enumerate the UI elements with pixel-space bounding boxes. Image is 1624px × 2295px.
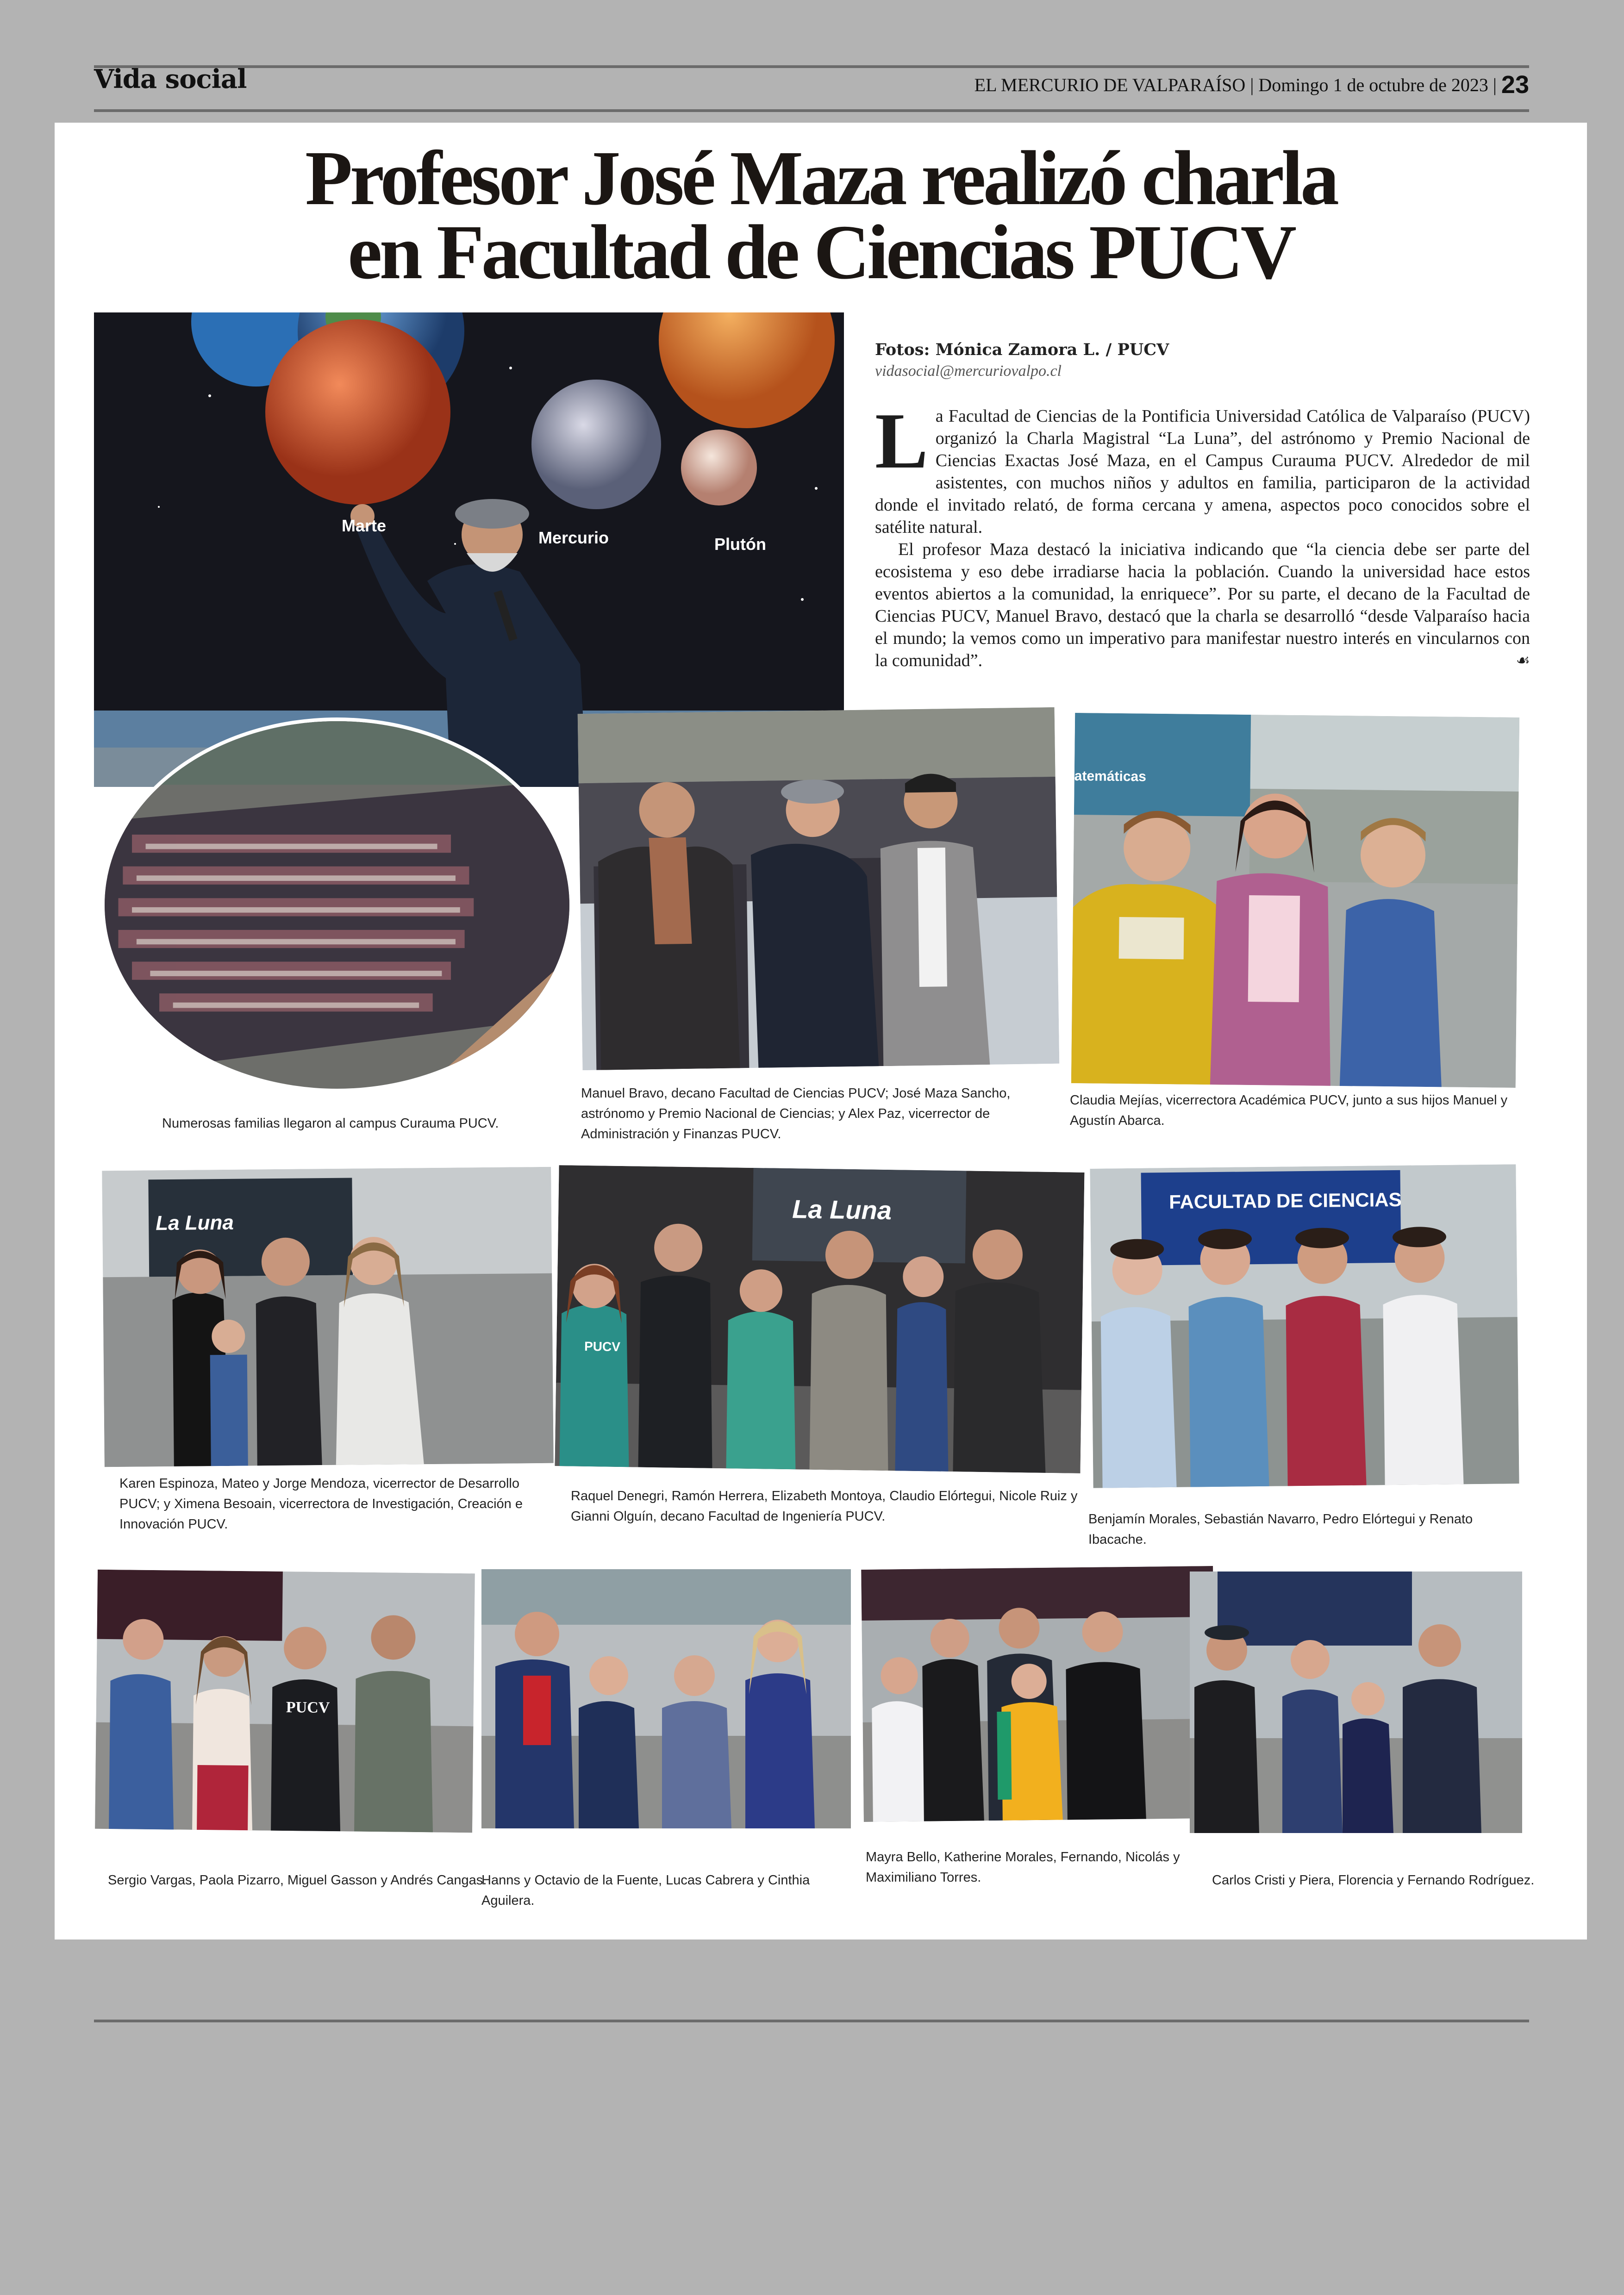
fuente-photo-art [481,1569,851,1828]
caption-denegri: Raquel Denegri, Ramón Herrera, Elizabeth Montoya, Claudio Elórtegui, Nicole Ruiz y Gianni Olguín, decano Facultad de Ingeniería PUCV. [571,1489,1078,1524]
sign-la-luna: La Luna [156,1211,234,1235]
separator: | [1493,75,1501,95]
denegri-photo [555,1165,1085,1473]
caption-fuente: Hanns y Octavio de la Fuente, Lucas Cabrera y Cinthia Aguilera. [481,1873,810,1908]
headline-line-2: en Facultad de Ciencias PUCV [348,209,1294,295]
crowd-photo-art [105,721,569,1089]
caption-mejias: Claudia Mejías, vicerrectora Académica PUCV, junto a sus hijos Manuel y Agustín Abarca. [1070,1093,1508,1128]
header-top-rule [94,65,1529,68]
section-email: vidasocial@mercuriovalpo.cl [875,362,1062,380]
headline [55,135,1587,295]
separator: | [1250,75,1259,95]
trio-photo-art [578,707,1060,1070]
article-body [875,397,1530,672]
shirt-pucv-2: PUCV [286,1699,330,1717]
hero-label-marte: Marte [342,516,387,535]
caption-vargas: Sergio Vargas, Paola Pizarro, Miguel Gasson y Andrés Cangas. [108,1873,487,1888]
cristi-photo [1190,1572,1522,1833]
caption-crowd: Numerosas familias llegaron al campus Curauma PUCV. [162,1116,499,1131]
shirt-pucv: PUCV [584,1339,621,1354]
caption-bello: Mayra Bello, Katherine Morales, Fernando, Nicolás y Maximiliano Torres. [866,1850,1180,1885]
sign-matematicas: atemáticas [1074,768,1147,785]
caption-cristi: Carlos Cristi y Piera, Florencia y Fernando Rodríguez. [1212,1873,1535,1888]
article-sheet [55,123,1587,1940]
espinoza-photo [102,1167,554,1467]
header-bottom-rule [94,109,1529,112]
issue-date: Domingo 1 de octubre de 2023 [1258,75,1488,95]
cristi-photo-art [1190,1572,1522,1833]
mejias-photo [1071,713,1519,1088]
vargas-photo [95,1570,475,1833]
headline-line-1: Profesor José Maza realizó charla [305,135,1337,221]
paragraph-2-text: El profesor Maza destacó la iniciativa indicando que “la ciencia debe ser parte del ecosistema y eso debe irradiarse hacia la población. Cuando la universidad hace estos eventos abiertos a la comunidad, la enriquece”. Por su parte, el decano de la Facultad de Ciencias PUCV, Manuel Bravo, destacó que la charla se desarrolló “desde Valparaíso hacia el mundo; la vemos como un imperativo para manifestar nuestro interés en vincularnos con la comunidad”. [875,540,1530,670]
paragraph-1 [875,397,1530,538]
sign-la-luna-2: La Luna [792,1194,892,1225]
newspaper-name: EL MERCURIO DE VALPARAÍSO [974,75,1246,95]
paragraph-1-text: a Facultad de Ciencias de la Pontificia Universidad Católica de Valparaíso (PUCV) organizó la Charla Magistral “La Luna”, del astrónomo y Premio Nacional de Ciencias Exactas José Maza, en el Campus Curauma PUCV. Alrededor de mil asistentes, con muchos niños y adultos en familia, participaron de la actividad donde el invitado relató, de forma cercana y amena, aspectos poco conocidos sobre el satélite natural. [875,406,1530,537]
section-name: Vida social [94,64,247,94]
hero-label-mercurio: Mercurio [538,528,609,547]
bello-photo [861,1566,1216,1822]
bello-photo-art [861,1566,1216,1822]
morales-photo-art [1090,1164,1519,1488]
footer-rule [94,2020,1529,2022]
caption-trio: Manuel Bravo, decano Facultad de Ciencias PUCV; José Maza Sancho, astrónomo y Premio Nacional de Ciencias; y Alex Paz, vicerrector de Administración y Finanzas PUCV. [581,1086,1011,1141]
morales-photo [1090,1164,1519,1488]
caption-morales: Benjamín Morales, Sebastián Navarro, Pedro Elórtegui y Renato Ibacache. [1088,1512,1473,1547]
trio-photo [578,707,1060,1070]
crowd-photo [101,717,573,1092]
photo-credit: Fotos: Mónica Zamora L. / PUCV [875,340,1169,359]
caption-espinoza: Karen Espinoza, Mateo y Jorge Mendoza, vicerrector de Desarrollo PUCV; y Ximena Besoain, vicerrectora de Investigación, Creación e Innovación PUCV. [119,1476,523,1532]
end-mark: ☙ [1516,651,1530,670]
paragraph-2 [875,538,1530,672]
masthead-info [974,70,1529,99]
drop-cap: L [875,397,928,485]
fuente-photo [481,1569,851,1828]
vargas-photo-art [95,1570,475,1833]
sign-facultad-ciencias: FACULTAD DE CIENCIAS [1168,1188,1402,1213]
hero-label-pluton: Plutón [714,535,766,554]
page-number: 23 [1501,71,1529,99]
